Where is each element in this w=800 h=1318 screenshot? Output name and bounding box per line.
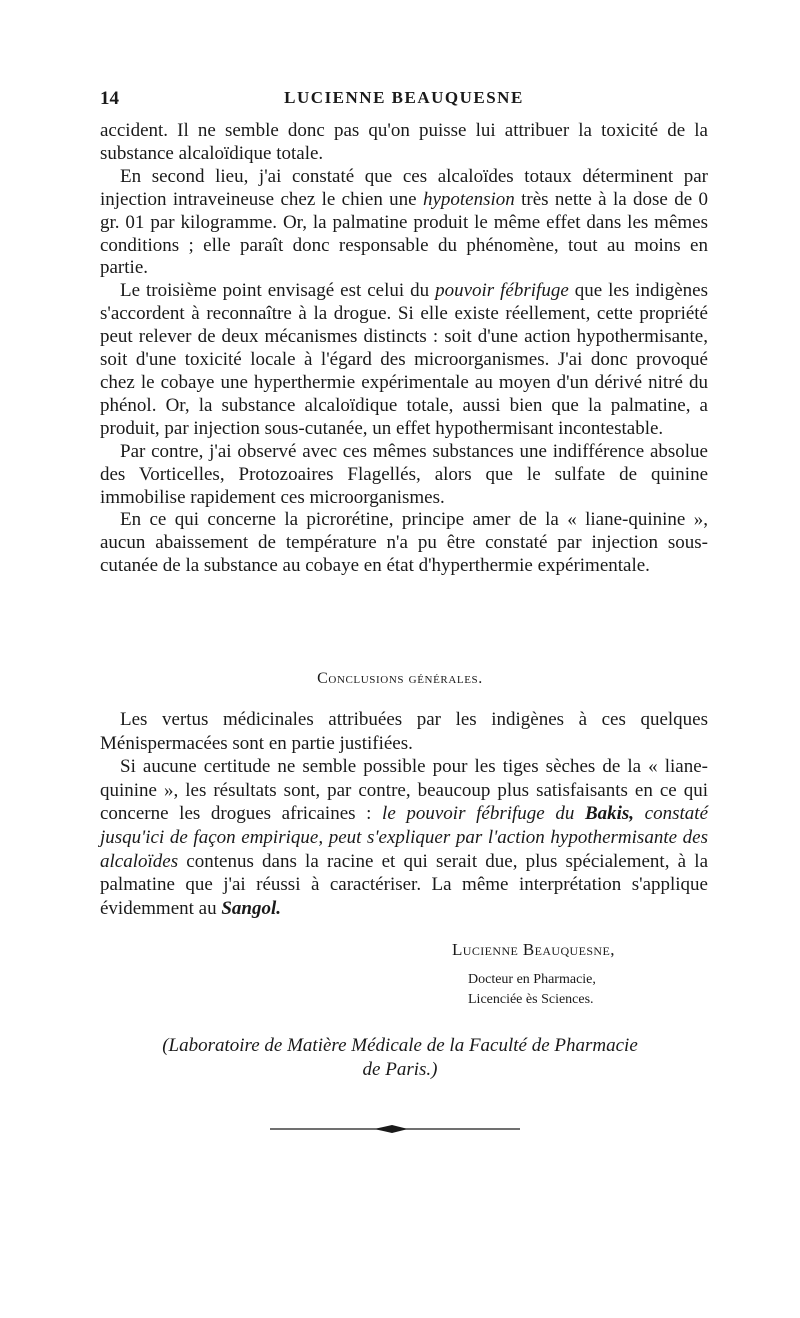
paragraph-3-text-a: Le troisième point envisagé est celui du (120, 280, 436, 302)
paragraph-3-text-c: que les indigènes s'accordent à reconnaître à la drogue. Si elle existe réellement, cette propriété peut relever de deux mécanismes distincts : soit d'une action hypothermisante, soit d'une toxicité locale à l'égard des microorganismes. J'ai donc provoqué chez le cobaye une hyperthermie expérimentale au moyen d'un dérivé nitré du phénol. Or, la substance alcaloïdique totale, aussi bien que la palmatine, a produit, par injection sous-cutanée, un effet hypothermisant incontestable. (100, 280, 709, 439)
conclusion-paragraph-1: Les vertus médicinales attribuées par les indigènes à ces quelques Ménispermacées sont en partie justifiées. (100, 709, 708, 754)
author-signature: Lucienne Beauquesne, (452, 940, 615, 959)
running-title: LUCIENNE BEAUQUESNE (284, 88, 524, 107)
conclusion-italic-b: le pouvoir fébrifuge du (382, 803, 585, 825)
laboratory-line-1: (Laboratoire de Matière Médicale de la Faculté de Pharmacie (162, 1035, 638, 1056)
page-number: 14 (100, 88, 119, 109)
conclusion-text-e: contenus dans la racine et qui serait due, plus spécialement, à la palmatine que j'ai réussi à caractériser. La même interprétation s'applique évidemment au (100, 850, 708, 919)
paragraph-4: Par contre, j'ai observé avec ces mêmes substances une indifférence absolue des Vorticelles, Protozoaires Flagellés, alors que le sulfate de quinine immobilise rapidement ces microorganismes. (100, 440, 708, 508)
paragraph-5: En ce qui concerne la picrorétine, principe amer de la « liane-quinine », aucun abaissement de température n'a pu être constaté par injection sous-cutanée de la substance au cobaye en état d'hyperthermie expérimentale. (100, 509, 708, 577)
conclusion-text-a: Si aucune certitude ne semble possible pour les tiges sèches de la « liane-quinine », les résultats sont, par contre, beaucoup plus satisfaisants en ce qui concerne les drogues africaines : (100, 756, 708, 825)
paragraph-2-text-a: En second lieu, j'ai constaté que ces alcaloïdes totaux déterminent par injection intraveineuse chez le chien une (100, 165, 708, 210)
term-pouvoir-febrifuge: pouvoir fébrifuge (435, 280, 569, 302)
term-hypotension: hypotension (422, 188, 515, 210)
body-text (100, 120, 708, 578)
section-heading: Conclusions générales. (317, 670, 483, 687)
laboratory-note (100, 1034, 700, 1082)
paragraph-2 (100, 166, 708, 281)
conclusion-italic-d: constaté jusqu'ici de façon empirique, peut s'expliquer par l'action hypothermisante des alcaloïdes (100, 803, 709, 872)
paragraph-3 (100, 280, 708, 440)
paragraph-1: accident. Il ne semble donc pas qu'on puisse lui attribuer la toxicité de la substance alcaloïdique totale. (100, 120, 708, 164)
author-affiliation (468, 970, 596, 1010)
term-bakis: Bakis, (584, 803, 635, 825)
conclusion-text (100, 708, 708, 920)
conclusion-paragraph-2 (100, 755, 708, 920)
term-sangol: Sangol. (221, 897, 282, 919)
laboratory-line-2: de Paris.) (362, 1059, 438, 1080)
paragraph-2-text-c: très nette à la dose de 0 gr. 01 par kilogramme. Or, la palmatine produit le même effet dans les mêmes conditions ; elle paraît donc responsable du phénomène, tout au moins en partie. (100, 188, 708, 279)
page-header (100, 88, 708, 112)
author-title-1: Docteur en Pharmacie, (468, 972, 596, 987)
author-title-2: Licenciée ès Sciences. (468, 992, 594, 1007)
end-ornament-icon (270, 1121, 520, 1137)
